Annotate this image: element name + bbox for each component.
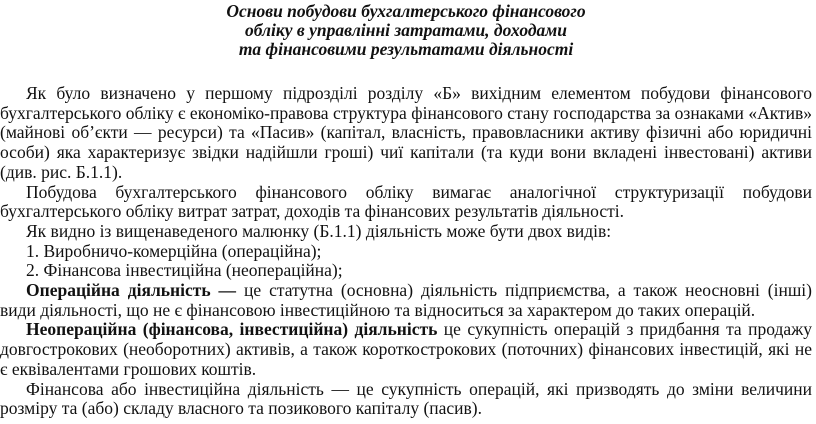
paragraph-operational-definition <box>0 281 812 320</box>
definition-operational: це статутна (основна) діяльність підприємства, а також неосновні (інші) види діяльності, що не є фінансовою інвестиційною та відноситься за характером до таких операцій. <box>0 280 812 320</box>
paragraph-activity-types: Як видно із вищенаведеного малюнку (Б.1.1) діяльність може бути двох видів: <box>26 220 612 241</box>
title-line-2: обліку в управлінні затратами, доходами <box>244 20 567 40</box>
term-operational: Операційна діяльність — <box>26 280 237 301</box>
document-body <box>0 84 812 419</box>
paragraph-financial-definition: Фінансова або інвестиційна діяльність — це сукупність операцій, які призводять до зміни величини розміру та (або) складу власного та позикового капіталу (пасив). <box>0 378 812 419</box>
paragraph-construction: Побудова бухгалтерського фінансового обліку вимагає аналогічної структуризації побудови бухгалтерського обліку витрат затрат, доходів та фінансових результатів діяльності. <box>0 181 812 222</box>
list-item-operational: 1. Виробничо-комерційна (операційна); <box>26 240 322 261</box>
definition-nonoperational: це сукупність операцій з придбання та продажу довгострокових (необоротних) активів, а також короткострокових (поточних) фінансових інвестицій, які не є еквівалентами грошових коштів. <box>0 319 813 379</box>
title-line-3: та фінансовими результатами діяльності <box>238 39 574 59</box>
term-nonoperational: Неопераційна (фінансова, інвестиційна) діяльність <box>26 319 438 340</box>
document-title <box>0 0 812 59</box>
list-item-financial: 2. Фінансова інвестиційна (неопераційна); <box>26 260 343 281</box>
paragraph-structure: Як було визначено у першому підрозділі розділу «Б» вихідним елементом побудови фінансового бухгалтерського обліку є економіко-правова структура фінансового стану господарства за ознаками «Актив» (майнові об’єкти — ресурси) та «Пасив» (капітал, власність, правовласники активу фізичні або юридичні особи) яка характеризує звідки надійшли гроші) чиї капітали (та куди вони вкладені інвестовані) активи (див. рис. Б.1.1). <box>0 83 812 182</box>
title-line-1: Основи побудови бухгалтерського фінансового <box>226 1 586 21</box>
paragraph-nonoperational-definition <box>0 320 812 379</box>
